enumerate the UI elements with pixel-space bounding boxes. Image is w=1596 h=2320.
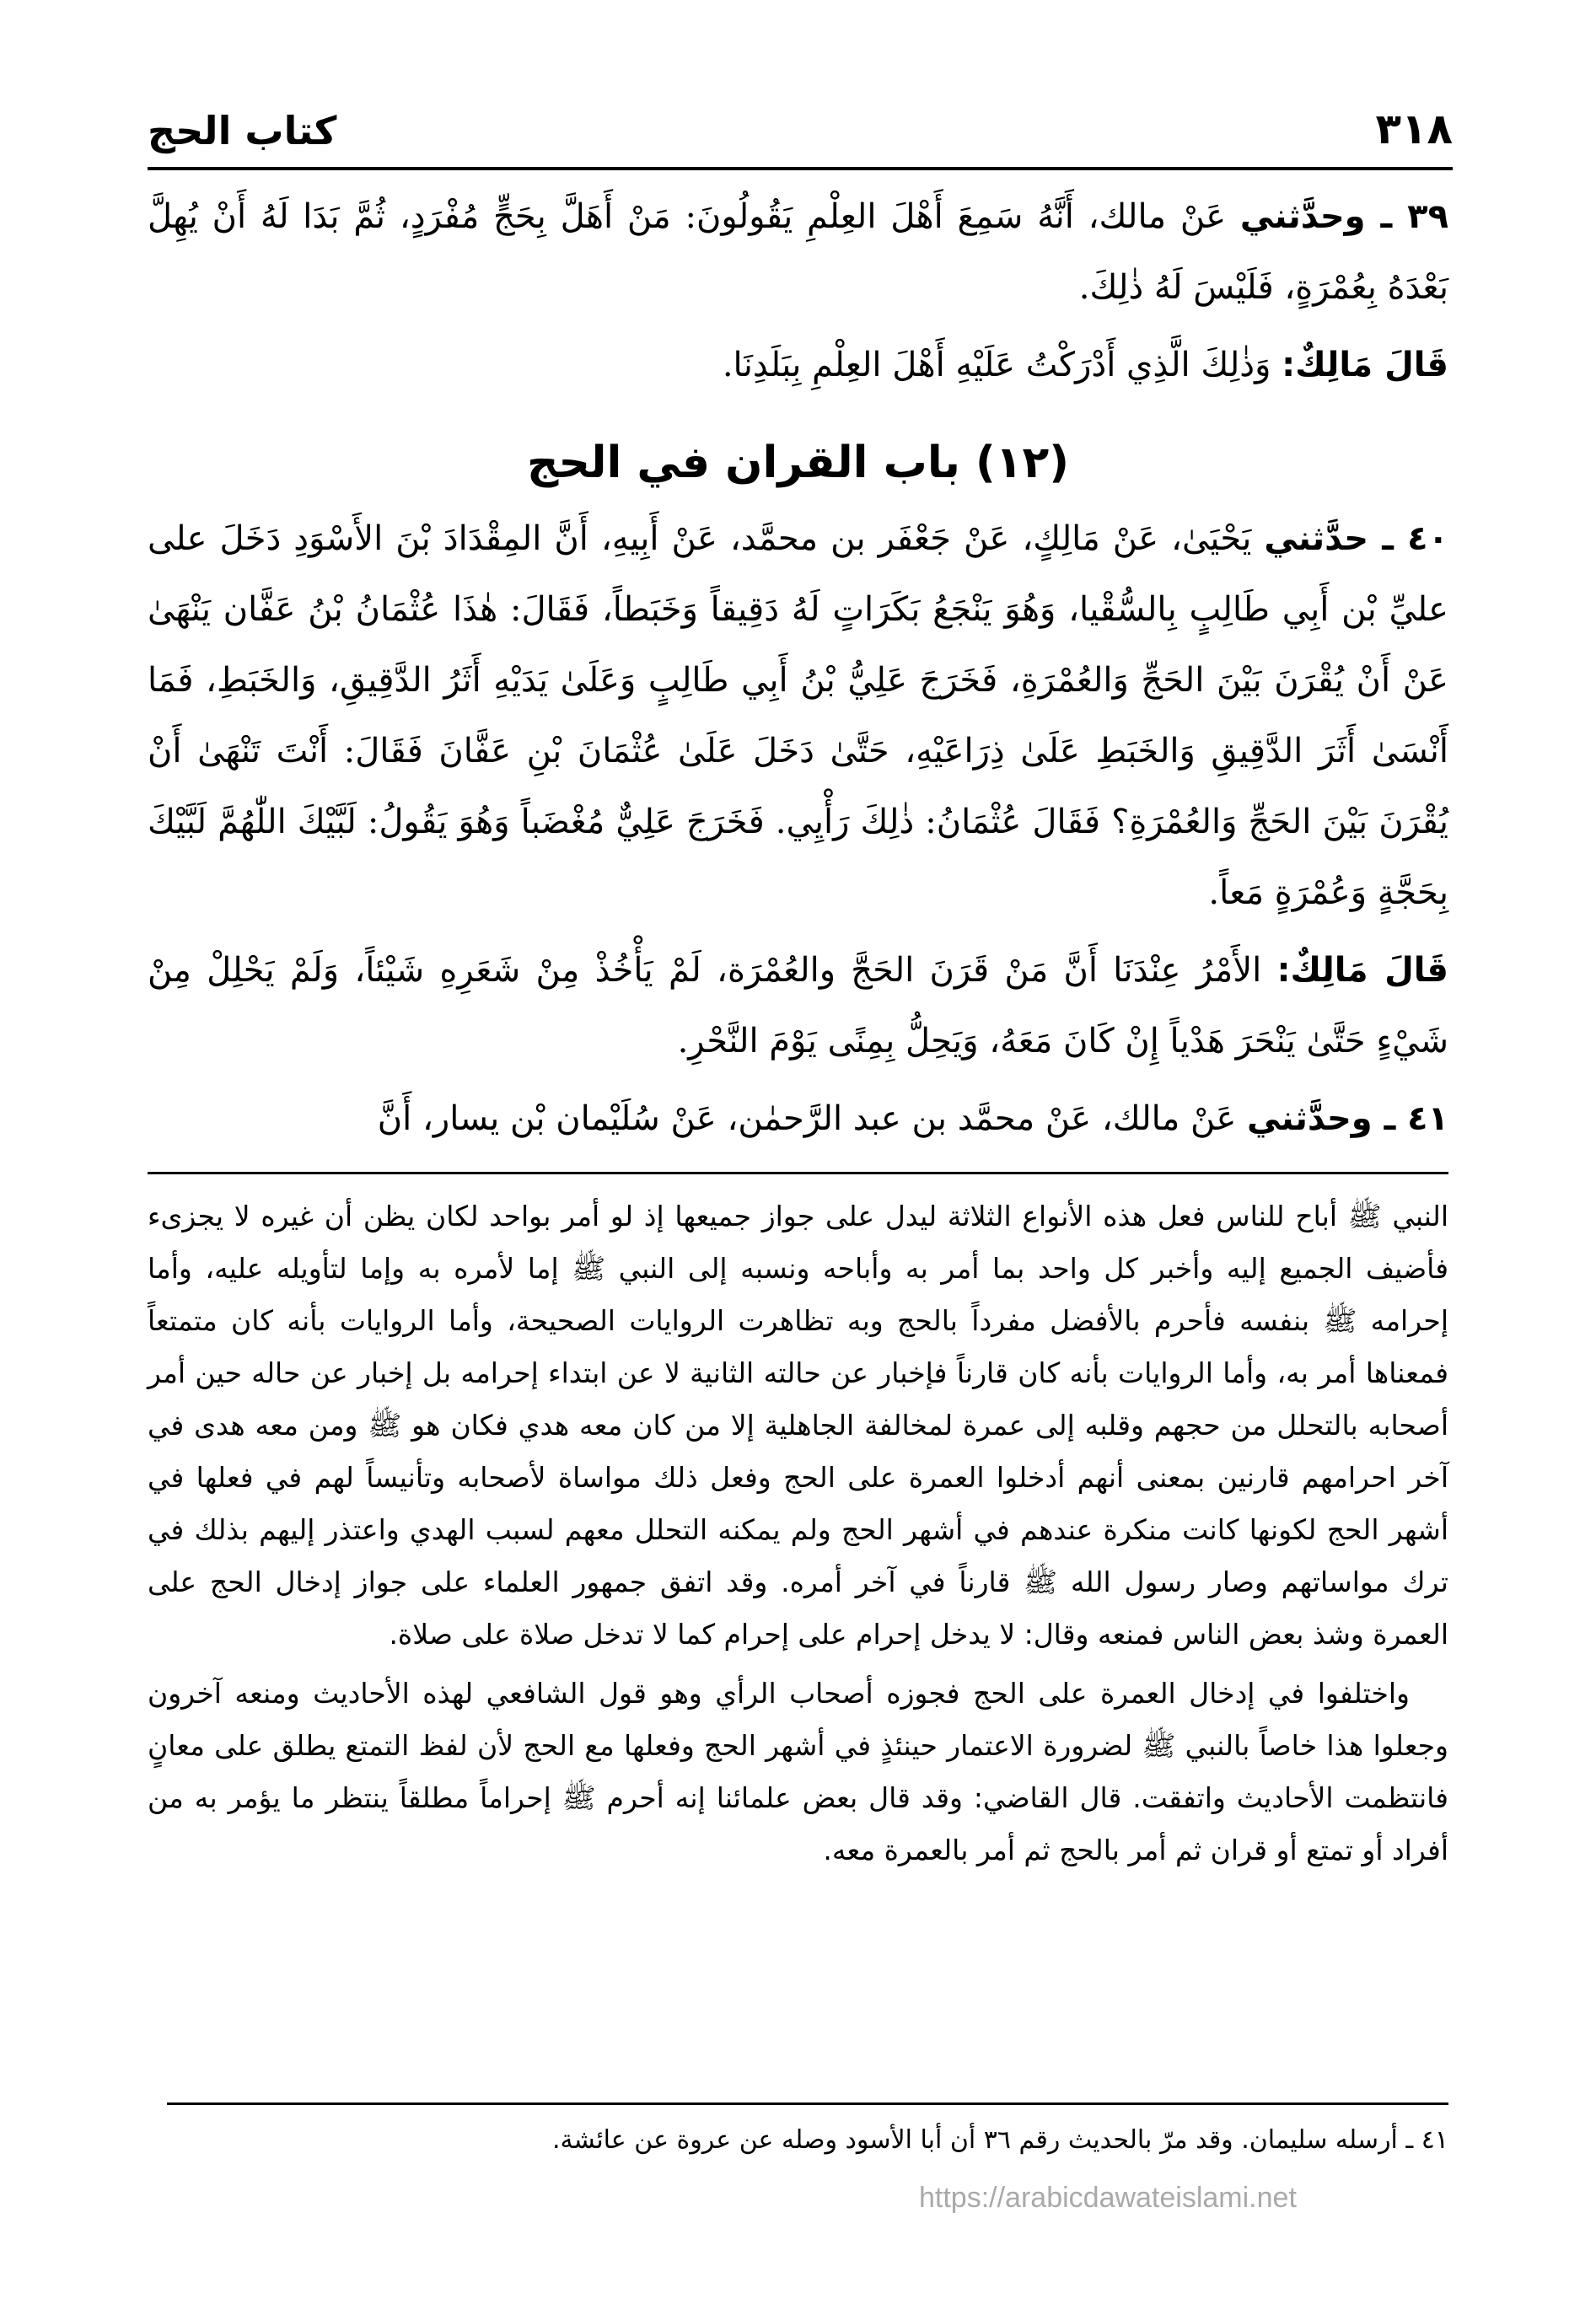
hadith-40-text: يَحْيَىٰ، عَنْ مَالِكٍ، عَنْ جَعْفَر بن محمَّد، عَنْ أَبِيهِ، أَنَّ المِقْدَادَ بْنَ الأَسْوَدِ دَخَلَ على عليِّ بْن أَبِي طَالِبٍ بِالسُّقْيا، وَهُوَ يَنْجَعُ بَكَرَاتٍ لَهُ دَقِيقاً وَخَبَطاً، فَقَالَ: هٰذَا عُثْمَانُ بْنُ عَفَّان يَنْهَىٰ عَنْ أَنْ يُقْرَنَ بَيْنَ الحَجِّ وَالعُمْرَةِ، فَخَرَجَ عَلِيُّ بْنُ أَبِي طَالِبٍ وَعَلَىٰ يَدَيْهِ أَثَرُ الدَّقِيقِ، وَالخَبَطِ، فَمَا أَنْسَىٰ أَثَرَ الدَّقِيقِ وَالخَبَطِ عَلَىٰ ذِرَاعَيْهِ، حَتَّىٰ دَخَلَ عَلَىٰ عُثْمَانَ بْنِ عَفَّانَ فَقَالَ: أَنْتَ تَنْهَىٰ أَنْ يُقْرَنَ بَيْنَ الحَجِّ وَالعُمْرَةِ؟ فَقَالَ عُثْمَانُ: ذٰلِكَ رَأْيِي. فَخَرَجَ عَلِيٌّ مُغْضَباً وَهُوَ يَقُولُ: لَبَّيْكَ اللّٰهُمَّ لَبَّيْكَ بِحَجَّةٍ وَعُمْرَةٍ مَعاً.	[148, 519, 1449, 912]
hadith-40-number: ٤٠ ـ حدَّثني	[1264, 519, 1448, 558]
malik-comment-40	[148, 935, 1448, 1077]
chapter-title: (١٢) باب القران في الحج	[526, 438, 1070, 488]
commentary-section	[148, 1190, 1448, 1877]
hadith-41-text: عَنْ مالك، عَنْ محمَّد بن عبد الرَّحمٰن، عَنْ سُلَيْمان بْن يسار، أَنَّ	[377, 1099, 1248, 1138]
commentary-divider	[148, 1172, 1448, 1174]
commentary-paragraph-1: النبي ﷺ أباح للناس فعل هذه الأنواع الثلاثة ليدل على جواز جميعها إذ لو أمر بواحد لكان يظن أن غيره لا يجزىء فأضيف الجميع إليه وأخبر كل واحد بما أمر به وأباحه ونسبه إلى النبي ﷺ إما لأمره به وإما لتأويله عليه، وأما إحرامه ﷺ بنفسه فأحرم بالأفضل مفرداً بالحج وبه تظاهرت الروايات الصحيحة، وأما الروايات بأنه كان متمتعاً فمعناها أمر به، وأما الروايات بأنه كان قارناً فإخبار عن حالته الثانية لا عن ابتداء إحرامه بل إخبار عن حاله حين أمر أصحابه بالتحلل من حجهم وقلبه إلى عمرة لمخالفة الجاهلية إلا من كان معه هدي فكان هو ﷺ ومن معه هدى في آخر احرامهم قارنين بمعنى أنهم أدخلوا العمرة على الحج وفعل ذلك مواساة لأصحابه وتأنيساً لهم في فعلها في أشهر الحج لكونها كانت منكرة عندهم في أشهر الحج ولم يمكنه التحلل معهم لسبب الهدي واعتذر إليهم بذلك في ترك مواساتهم وصار رسول الله ﷺ قارناً في آخر أمره. وقد اتفق جمهور العلماء على جواز إدخال الحج على العمرة وشذ بعض الناس فمنعه وقال: لا يدخل إحرام على إحرام كما لا تدخل صلاة على صلاة.	[148, 1200, 1448, 1651]
book-title: كتاب الحج	[148, 108, 337, 153]
main-text	[148, 181, 1448, 1161]
watermark-url: https://arabicdawateislami.net	[919, 2182, 1297, 2214]
hadith-39-text: عَنْ مالك، أَنَّهُ سَمِعَ أَهْلَ العِلْمِ يَقُولُونَ: مَنْ أَهَلَّ بِحَجٍّ مُفْرَدٍ، ثُمَّ بَدَا لَهُ أَنْ يُهِلَّ بَعْدَهُ بِعُمْرَةٍ، فَلَيْسَ لَهُ ذٰلِكَ.	[148, 197, 1448, 307]
commentary-paragraph-2: واختلفوا في إدخال العمرة على الحج فجوزه أصحاب الرأي وهو قول الشافعي لهذه الأحاديث ومنعه آخرون وجعلوا هذا خاصاً بالنبي ﷺ لضرورة الاعتمار حينئذٍ في أشهر الحج وفعلها مع الحج لأن لفظ التمتع يطلق على معانٍ فانتظمت الأحاديث واتفقت. قال القاضي: وقد قال بعض علمائنا إنه أحرم ﷺ إحراماً مطلقاً ينتظر ما يؤمر به من أفراد أو تمتع أو قران ثم أمر بالحج ثم أمر بالعمرة معه.	[148, 1677, 1448, 1866]
page-header	[148, 94, 1453, 170]
hadith-39-number: ٣٩ ـ وحدَّثني	[1239, 197, 1448, 236]
footnote-divider	[167, 2102, 1448, 2105]
hadith-39	[148, 181, 1448, 323]
malik-comment-39	[148, 330, 1448, 400]
malik-comment-text: الأَمْرُ عِنْدَنَا أَنَّ مَنْ قَرَنَ الحَجَّ والعُمْرَة، لَمْ يَأْخُذْ مِنْ شَعَرِهِ شَيْئاً، وَلَمْ يَحْلِلْ مِنْ شَيْءٍ حَتَّىٰ يَنْحَرَ هَدْياً إِنْ كَانَ مَعَهُ، وَيَحِلُّ بِمِنًى يَوْمَ النَّحْرِ.	[148, 951, 1448, 1061]
footnote: ٤١ ـ أرسله سليمان. وقد مرّ بالحديث رقم ٣٦ أن أبا الأسود وصله عن عروة عن عائشة.	[551, 2125, 1448, 2155]
hadith-41-number: ٤١ ـ وحدَّثني	[1247, 1099, 1448, 1138]
malik-label: قَالَ مَالِكٌ:	[1276, 951, 1449, 990]
malik-comment-text: وَذٰلِكَ الَّذِي أَدْرَكْتُ عَلَيْهِ أَهْلَ العِلْمِ بِبَلَدِنَا.	[722, 346, 1282, 384]
hadith-40	[148, 503, 1448, 928]
hadith-41	[148, 1083, 1448, 1154]
malik-label: قَالَ مَالِكٌ:	[1282, 346, 1448, 384]
page-number: ٣١٨	[1375, 105, 1453, 153]
